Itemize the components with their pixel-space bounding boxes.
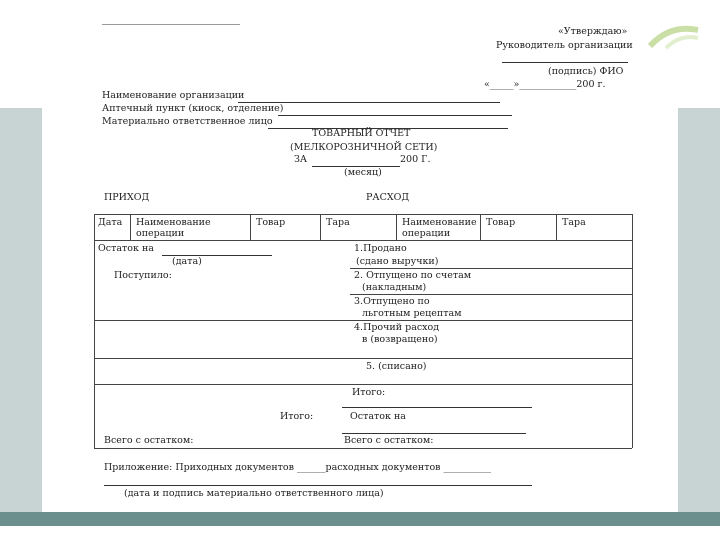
total-right-line [342,407,532,408]
responsible-label: Материально ответственное лицо [102,116,273,127]
expense-sold: 1.Продано [354,243,407,254]
top-rule [102,24,240,25]
all-with-balance-right: Всего с остатком: [344,435,434,446]
period-suffix: 200 Г. [400,154,431,165]
document-page [44,0,676,512]
footer-signature-hint: (дата и подпись материально ответственного лица) [124,488,384,499]
expense-prescriptions-hint: льготным рецептам [362,308,462,319]
org-name-label: Наименование организации [102,90,245,101]
corner-decoration-icon [640,20,700,50]
approval-signature-name: (подпись) ФИО [548,66,624,77]
table-left-border [94,214,95,448]
header-container-expense: Тара [562,217,586,228]
table-col-divider [250,214,251,240]
header-operation-expense: Наименование операции [402,217,477,239]
table-bottom-border [94,448,632,449]
balance-on-label: Остаток на [98,243,154,254]
balance-on-right-label: Остаток на [350,411,406,422]
table-col-divider [130,214,131,240]
table-row-line [350,268,632,269]
header-date: Дата [98,217,123,228]
appendix-text: Приложение: Приходных документов ______расходных документов __________ [104,462,492,473]
frame-right-bar [678,108,720,512]
approval-date: «_____»____________200 г. [484,79,606,90]
total-right-label: Итого: [352,387,386,398]
expense-written-off: 5. (списано) [366,361,427,372]
frame-bottom-bar [0,512,720,526]
received-label: Поступило: [114,270,172,281]
expense-other-hint: в (возвращено) [362,334,438,345]
table-row-line [94,384,632,385]
income-heading: ПРИХОД [104,192,150,203]
expense-other: 4.Прочий расход [354,322,440,333]
all-with-balance-left: Всего с остатком: [104,435,194,446]
frame-left-bar [0,108,42,512]
table-row-line [94,320,632,321]
approval-title: «Утверждаю» [558,26,628,37]
header-goods-income: Товар [256,217,286,228]
month-hint: (месяц) [344,167,382,178]
table-col-divider [480,214,481,240]
expense-invoices-hint: (накладным) [362,282,427,293]
header-operation-income: Наименование операции [136,217,211,239]
pharmacy-point-line [278,115,512,116]
approval-head: Руководитель организации [496,40,633,51]
report-title: ТОВАРНЫЙ ОТЧЕТ [312,128,411,139]
header-goods-expense: Товар [486,217,516,228]
expense-invoices: 2. Отпущено по счетам [354,270,472,281]
table-col-divider [396,214,397,240]
expense-sold-hint: (сдано выручки) [356,256,439,267]
table-col-divider [556,214,557,240]
expense-heading: РАСХОД [366,192,410,203]
balance-date-hint: (дата) [172,256,202,267]
table-right-border [632,214,633,448]
expense-prescriptions: 3.Отпущено по [354,296,430,307]
table-row-line [350,294,632,295]
table-col-divider [320,214,321,240]
table-header-bottom [94,240,632,241]
period-prefix: ЗА [294,154,308,165]
table-top-border [94,214,632,215]
header-container-income: Тара [326,217,350,228]
pharmacy-point-label: Аптечный пункт (киоск, отделение) [102,103,284,114]
approval-signature-line [502,62,628,63]
footer-signature-line [104,485,532,486]
table-row-line [94,358,632,359]
total-left-label: Итого: [280,411,314,422]
balance-on-right-line [342,433,526,434]
report-subtitle: (МЕЛКОРОЗНИЧНОЙ СЕТИ) [290,142,438,153]
